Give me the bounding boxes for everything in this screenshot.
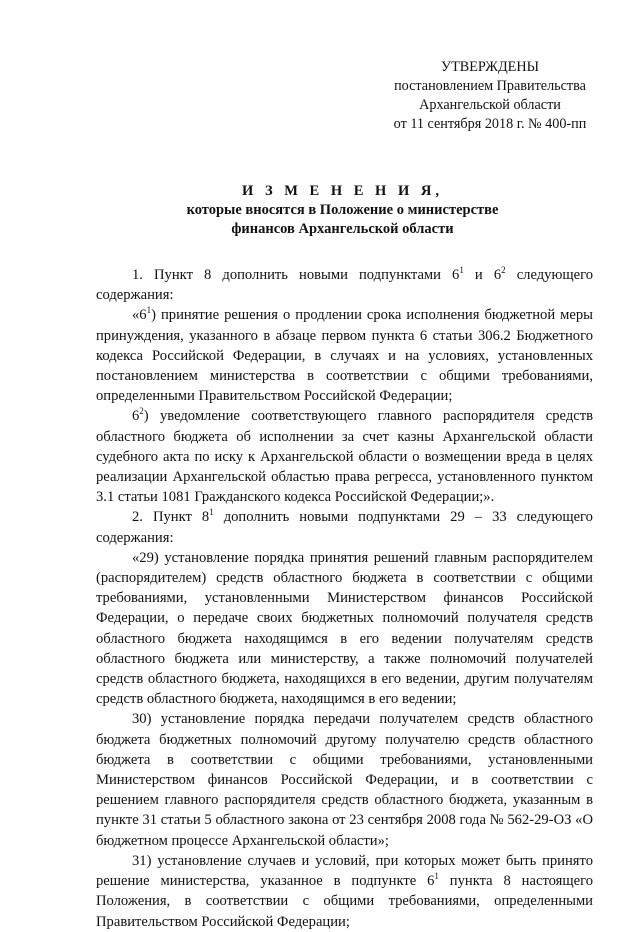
paragraph-7 <box>96 851 593 932</box>
paragraph-7-text-b: пункта 8 настоящего Положения, в соответствии с общими требованиями, определенными Правительством Российской Федерации; <box>96 873 593 930</box>
paragraph-7-sup: 1 <box>434 871 439 882</box>
paragraph-1-text-b: и 6 <box>463 267 502 283</box>
paragraph-3-sup: 2 <box>139 406 144 417</box>
paragraph-4-text-a: 2. Пункт 8 <box>132 509 210 526</box>
title-line-3: финансов Архангельской области <box>231 221 454 237</box>
title-heading: И З М Е Н Е Н И Я, <box>242 183 443 199</box>
approval-region: Архангельской области <box>419 97 561 113</box>
paragraph-4-text-b: дополнить новыми подпунктами 29 – 33 следующего содержания: <box>96 509 593 546</box>
paragraph-3-text-b: ) уведомление соответствующего главного распорядителя средств областного бюджета об исполнении за счет казны Архангельской области судебного акта по иску к Архангельской области о возмещении вреда в целях реализации Архангельской областью права регресса, установленного пунктом 3.1 статьи 1081 Гражданского кодекса Российской Федерации;». <box>96 408 593 506</box>
paragraph-1-sup-1: 1 <box>459 265 464 275</box>
document-body <box>96 265 593 932</box>
paragraph-3 <box>96 406 593 507</box>
paragraph-2-text-a: «6 <box>132 307 147 324</box>
paragraph-2 <box>96 305 593 406</box>
document-title <box>95 182 590 239</box>
paragraph-4 <box>96 507 593 547</box>
paragraph-1-text-c: следующего содержания: <box>96 267 594 304</box>
paragraph-6: 30) установление порядка передачи получателем средств областного бюджета бюджетных полномочий другому получателю средств областного бюджета в соответствии с общими требованиями, установленными Министерством финансов Российской Федерации, и в соответствии с решением главного распорядителя средств областного бюджета, указанным в пункте 31 статьи 5 областного закона от 23 сентября 2008 года № 562-29-ОЗ «О бюджетном процессе Архангельской области»; <box>96 711 593 849</box>
approval-decree: постановлением Правительства <box>394 78 586 94</box>
paragraph-3-text-a: 6 <box>132 408 140 425</box>
paragraph-4-sup: 1 <box>209 507 214 518</box>
paragraph-2-text-b: ) принятие решения о продлении срока исполнения бюджетной меры принуждения, указанного в абзаце первом пункта 6 статьи 306.2 Бюджетного кодекса Российской Федерации, в случаях и на условиях, установленных постановлением министерства в соответствии с общими требованиями, определенными Правительством Российской Федерации; <box>96 307 593 405</box>
paragraph-5: «29) установление порядка принятия решений главным распорядителем (распорядителем) средств областного бюджета в соответствии с общими требованиями, установленными Министерством финансов Российской Федерации, о передаче своих бюджетных полномочий получателя средств областного бюджета находящимся в его ведении получателям средств областного бюджета или министерству, а также полномочий получателей средств областного бюджета, находящихся в его ведении, другим получателям средств областного бюджета, находящимся в его ведении; <box>96 549 593 708</box>
paragraph-7-text-a: 31) установление случаев и условий, при которых может быть принято решение министерства, указанное в подпункте 6 <box>96 852 593 890</box>
approval-heading: УТВЕРЖДЕНЫ <box>441 59 539 75</box>
paragraph-1 <box>96 265 593 305</box>
paragraph-2-sup: 1 <box>146 305 152 316</box>
paragraph-1-sup-2: 2 <box>501 265 506 275</box>
approval-stamp <box>370 58 610 134</box>
title-line-2: которые вносятся в Положение о министерстве <box>186 202 499 218</box>
paragraph-1-text-a: 1. Пункт 8 дополнить новыми подпунктами 6 <box>132 267 460 283</box>
approval-date-number: от 11 сентября 2018 г. № 400-пп <box>393 116 587 132</box>
